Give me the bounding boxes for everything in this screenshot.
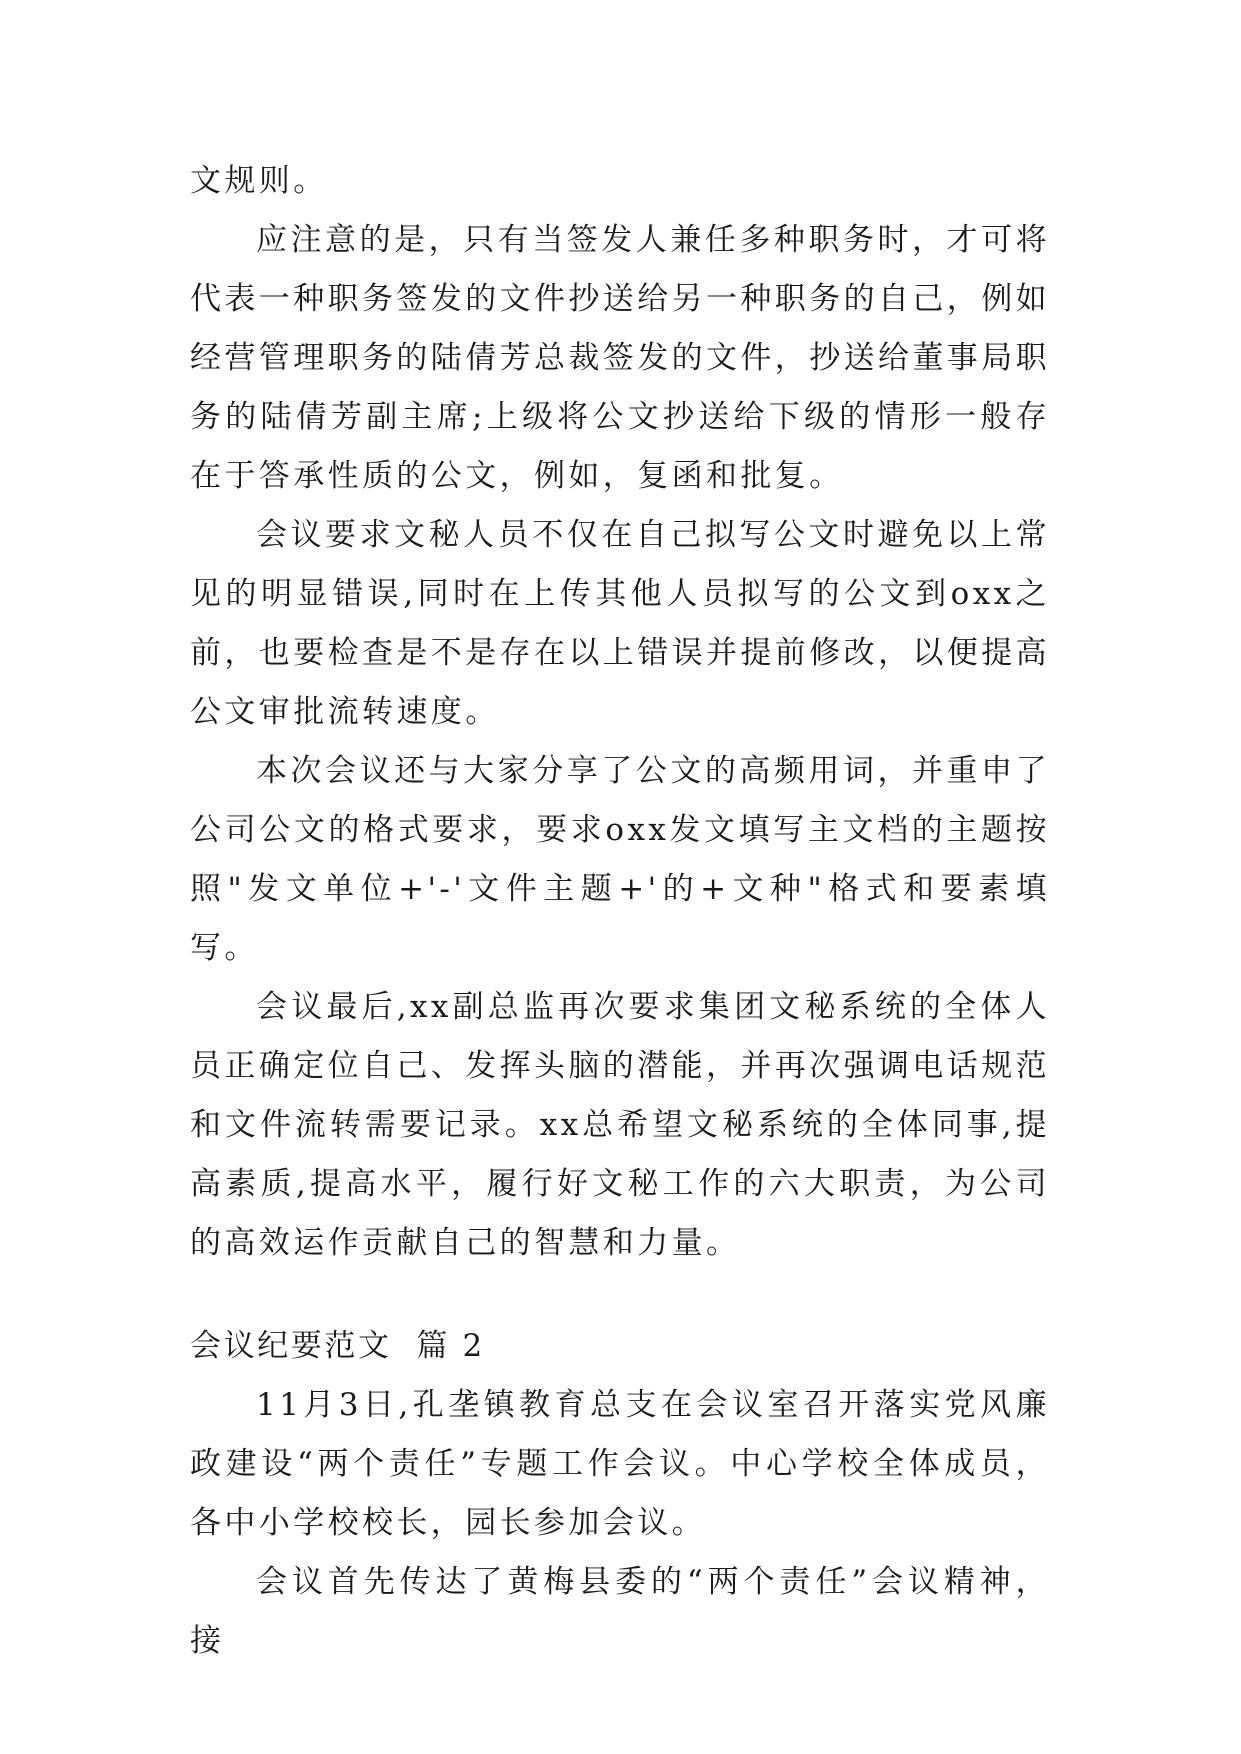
paragraph-meeting-content: 会议首先传达了黄梅县委的“两个责任”会议精神，接: [190, 1564, 1050, 1659]
document-body: [190, 152, 1050, 1671]
paragraph-meeting-conclusion: 会议最后,xx副总监再次要求集团文秘系统的全体人员正确定位自己、发挥头脑的潜能，并再次强调电话规范和文件流转需要记录。xx总希望文秘系统的全体同事,提高素质,提高水平，履行好文秘工作的六大职责，为公司的高效运作贡献自己的智慧和力量。: [190, 989, 1050, 1261]
section-heading: 会议纪要范文 篇 2: [190, 1328, 485, 1364]
paragraph-continuation: 文规则。: [190, 163, 328, 199]
paragraph-signing-note: 应注意的是，只有当签发人兼任多种职务时，才可将代表一种职务签发的文件抄送给另一种职务的自己，例如经营管理职务的陆倩芳总裁签发的文件，抄送给董事局职务的陆倩芳副主席;上级将公文抄送给下级的情形一般存在于答承性质的公文，例如，复函和批复。: [190, 222, 1050, 494]
paragraph-format-requirements: 本次会议还与大家分享了公文的高频用词，并重申了公司公文的格式要求，要求oxx发文填写主文档的主题按照"发文单位+'-'文件主题+'的+文种"格式和要素填写。: [190, 753, 1050, 966]
paragraph-secretary-requirements: 会议要求文秘人员不仅在自己拟写公文时避免以上常见的明显错误,同时在上传其他人员拟写的公文到oxx之前，也要检查是不是存在以上错误并提前修改，以便提高公文审批流转速度。: [190, 517, 1050, 730]
paragraph-meeting-intro: 11月3日,孔垄镇教育总支在会议室召开落实党风廉政建设“两个责任”专题工作会议。中心学校全体成员，各中小学校校长，园长参加会议。: [190, 1387, 1050, 1541]
